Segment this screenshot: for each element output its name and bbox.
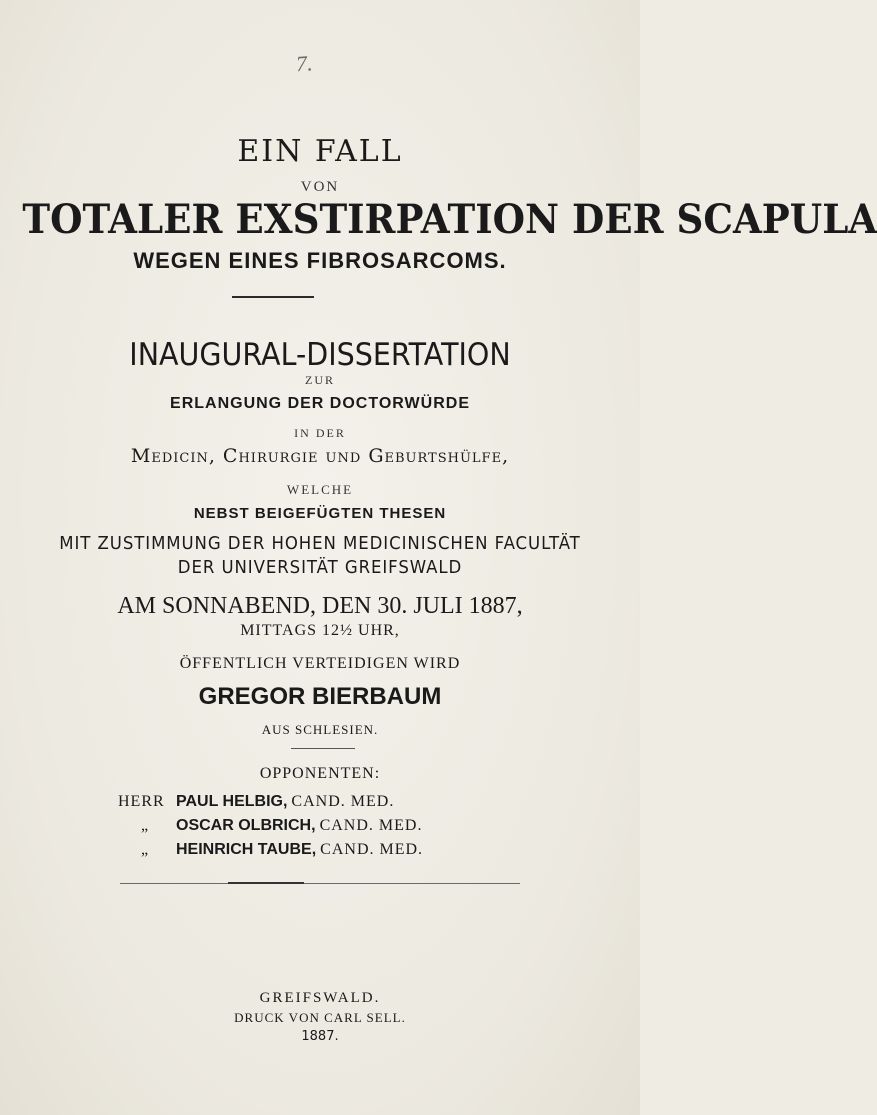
opponent-name: OSCAR OLBRICH, bbox=[176, 817, 316, 834]
imprint-divider bbox=[120, 883, 520, 884]
opponent-row bbox=[118, 814, 423, 838]
text-zur: ZUR bbox=[305, 373, 335, 387]
date-line: AM SONNABEND, DEN 30. JULI 1887, bbox=[117, 593, 523, 619]
opponent-row bbox=[118, 838, 423, 862]
opponent-name: PAUL HELBIG, bbox=[176, 793, 288, 810]
author-origin: AUS SCHLESIEN. bbox=[261, 722, 379, 737]
title-divider bbox=[232, 296, 314, 298]
author-divider bbox=[291, 748, 355, 749]
opponents-heading: OPPONENTEN: bbox=[259, 765, 381, 782]
title-line-von: VON bbox=[300, 179, 340, 195]
title-line-ein-fall: EIN FALL bbox=[237, 134, 403, 169]
ditto-mark: „ bbox=[140, 817, 150, 834]
faculties-line: Medicin, Chirurgie und Geburtshülfe, bbox=[130, 445, 510, 467]
time-line: MITTAGS 12½ UHR, bbox=[240, 622, 400, 639]
imprint-year: 1887. bbox=[301, 1029, 339, 1044]
university-line: DER UNIVERSITÄT GREIFSWALD bbox=[177, 557, 463, 578]
ditto-mark: „ bbox=[140, 841, 150, 858]
text-nebst-thesen: NEBST BEIGEFÜGTEN THESEN bbox=[193, 505, 447, 522]
imprint-divider-accent bbox=[228, 882, 304, 884]
imprint-printer: DRUCK VON CARL SELL. bbox=[234, 1010, 406, 1025]
opponent-title: CAND. MED. bbox=[320, 841, 424, 858]
opponents-list bbox=[118, 790, 423, 862]
subtitle: WEGEN EINES FIBROSARCOMS. bbox=[133, 248, 507, 273]
opponent-title: CAND. MED. bbox=[319, 817, 423, 834]
text-welche: WELCHE bbox=[286, 482, 354, 497]
opponent-prefix: HERR bbox=[118, 793, 165, 810]
text-in-der: IN DER bbox=[294, 426, 346, 440]
main-title: TOTALER EXSTIRPATION DER SCAPULA bbox=[22, 196, 877, 243]
opponent-row bbox=[118, 790, 423, 814]
imprint-place: GREIFSWALD. bbox=[259, 990, 381, 1006]
text-erlangung: ERLANGUNG DER DOCTORWÜRDE bbox=[170, 395, 470, 412]
text-zustimmung: MIT ZUSTIMMUNG DER HOHEN MEDICINISCHEN FACULTÄT bbox=[59, 533, 581, 554]
opponent-title: CAND. MED. bbox=[291, 793, 395, 810]
defend-line: ÖFFENTLICH VERTEIDIGEN WIRD bbox=[179, 655, 461, 672]
opponent-name: HEINRICH TAUBE, bbox=[176, 841, 317, 858]
dissertation-heading: INAUGURAL-DISSERTATION bbox=[129, 337, 511, 373]
author-name: GREGOR BIERBAUM bbox=[198, 683, 442, 710]
pencil-mark: 7. bbox=[295, 50, 314, 77]
